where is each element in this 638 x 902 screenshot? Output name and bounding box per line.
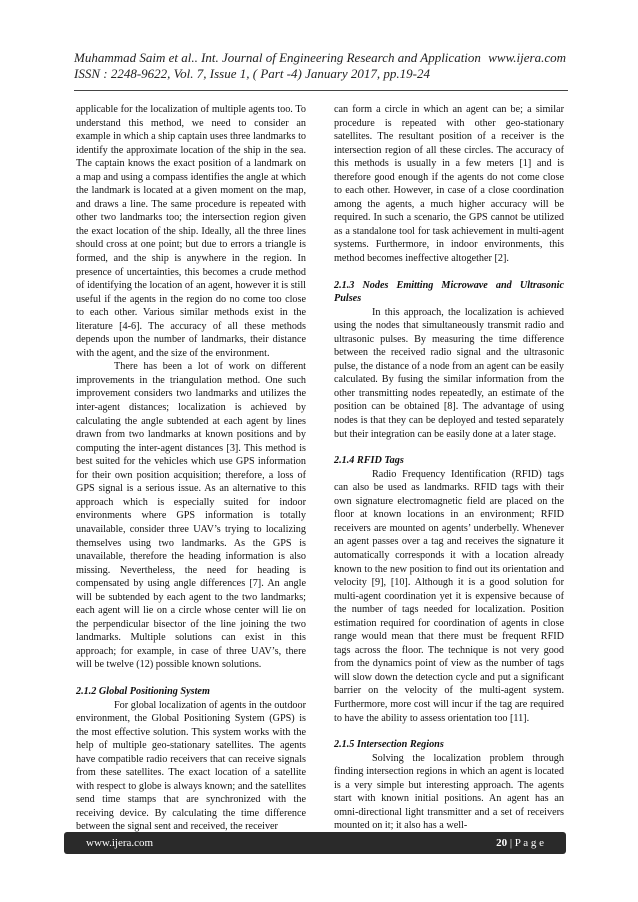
section-heading: 2.1.3 Nodes Emitting Microwave and Ultrasonic Pulses [334, 279, 564, 305]
right-column [334, 103, 564, 833]
page-label: | P a g e [507, 837, 544, 849]
header-citation: Muhammad Saim et al.. Int. Journal of Engineering Research and Application [74, 50, 481, 65]
left-column [76, 103, 306, 834]
section-heading: 2.1.5 Intersection Regions [334, 739, 444, 751]
paragraph: Solving the localization problem through finding intersection regions in which an agent is located is a very simple but interesting approach. The agents start with known initial positions. An agent has an omni-directional light transmitter and a set of receivers mounted on it; it also has a well- [334, 752, 564, 832]
paragraph: Radio Frequency Identification (RFID) tags can also be used as landmarks. RFID tags with their own signature electromagnetic field are placed on the floor at known locations in an environment; RFID receivers are mounted on agents’ underbelly. Whenever an agent passes over a tag and receives the signature it automatically corresponds it with a location already known to the new position to find out its orientation and velocity [9], [10]. Although it is a good solution for multi-agent coordination yet it is expensive because of the number of tags needed for localization. Position estimation required for coordination of agents in close range would mean that there must be frequent RFID tags across the floor. The technique is not very good from the dynamics point of view as the number of tags will slow down the detection cycle and put a significant barrier on the velocity of the multi-agent system. Furthermore, more cost will incur if the tag are required to have the ability to assess orientation too [11]. [334, 468, 564, 724]
paragraph: There has been a lot of work on different improvements in the triangulation method. One such improvement considers two landmarks and utilizes the inter-agent distances; localization is achieved by calculating the angle subtended at each agent by lines drawn from two landmarks at known positions and by computing the inter-agent distances [3]. This method is best suited for the vehicles which use GPS information for their own position acquisition; therefore, a loss of GPS signal is a serious issue. As an alternative to this approach which is especially suited for indoor environments where GPS information is totally unavailable, consider three UAV’s trying to localizing themselves using two landmarks. As the GPS is unavailable, therefore the heading information is also missing. Nevertheless, the need for heading is compensated by using angle differences [7]. An angle will be subtended by each agent to the two landmarks; each agent will lie on a circle whose center will lie on the perpendicular bisector of the line joining the two landmarks. Multiple solutions can exist in this approach; for example, in case of three UAV’s, there will be twelve (12) possible known solutions. [76, 361, 306, 671]
paragraph: applicable for the localization of multiple agents too. To understand this method, we need to consider an example in which a ship captain uses three landmarks to identify the approximate location of the ship in the sea. The captain knows the exact position of a landmark on a map and using a compass identifies the angle at which the landmark is located at a given moment on the map, and draws a line. The same procedure is repeated with other two landmarks too; the intersection region given the exact location of the ship. Ideally, all the three lines should cross at one point; but due to errors a triangle is formed, and the ship is anywhere in the region. In presence of uncertainties, this becomes a crude method of identifying the location of an agent, however it is still useful if the agents in the region do no come too close to each other. Various similar methods exist in the literature [4-6]. The accuracy of all these methods depends upon the number of landmarks, their distance with the agent, and the size of the environment. [76, 104, 306, 359]
section-heading: 2.1.4 RFID Tags [334, 455, 404, 467]
paragraph: For global localization of agents in the outdoor environment, the Global Positioning System (GPS) is the most effective solution. This system works with the help of multiple geo-stationary satellites. The agents have compatible radio receivers that can receive signals from these satellites. The exact location of a satellite with respect to globe is always known; and the satellites send time stamps that are synchronized with the receiving device. By calculating the time difference between the signal sent and received, the receiver [76, 699, 306, 833]
page-number [496, 837, 544, 849]
paragraph: can form a circle in which an agent can be; a similar procedure is repeated with other geo-stationary satellites. The resultant position of a receiver is the intersection region of all these circles. The accuracy of this methods is usually in a few meters [1] and is therefore good enough if the agents do not come close to each other. However, in case of a close coordination among the agents, a much higher accuracy will be required. In such a scenario, the GPS cannot be utilized as a standalone tool for task achievement in multi-agent systems. Furthermore, in indoor environments, this method becomes ineffective altogether [2]. [334, 104, 564, 265]
header-issn: ISSN : 2248-9622, Vol. 7, Issue 1, ( Part -4) January 2017, pp.19-24 [74, 66, 431, 81]
running-header [74, 50, 566, 82]
header-site-link[interactable]: www.ijera.com [488, 50, 566, 65]
paragraph: In this approach, the localization is achieved using the nodes that simultaneously transmit radio and ultrasonic pulses. By measuring the time difference between the received radio signal and the ultrasonic pulse, the distance of a node from an agent can be easily calculated. By fusing the similar information from the other transmitting nodes repeatedly, an estimate of the position can be obtained [8]. The advantage of using nodes is that they can be deployed and tested separately but their integration can be easily done at a later stage. [334, 306, 564, 440]
footer-site-link[interactable]: www.ijera.com [86, 837, 154, 849]
header-rule [74, 90, 568, 91]
page-footer [64, 832, 566, 854]
page-number-value: 20 [496, 837, 508, 849]
section-heading: 2.1.2 Global Positioning System [76, 685, 210, 697]
